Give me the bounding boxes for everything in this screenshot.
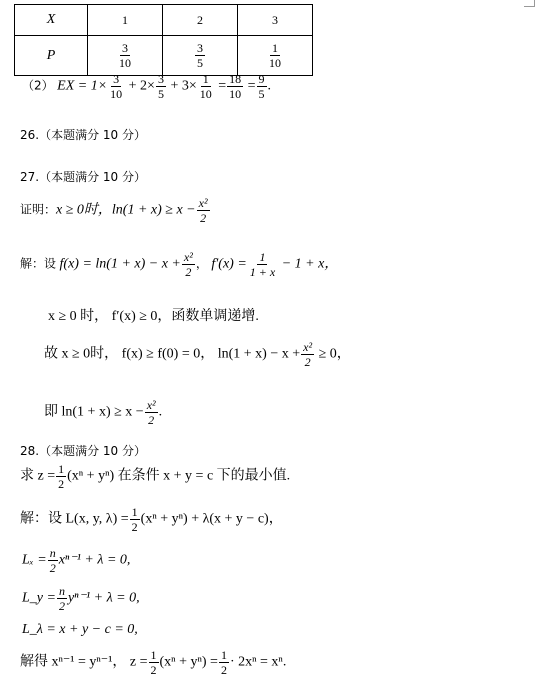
math-text: xⁿ⁻¹ + λ = 0,	[58, 552, 131, 568]
question-28-heading: 28.（本题满分 10 分）	[20, 444, 146, 458]
frac-num: 1	[150, 648, 157, 662]
row-label-x: X	[15, 5, 88, 36]
math-text: 求 z =	[20, 468, 56, 484]
frac-num: 1	[131, 505, 138, 519]
frac-den: 2	[131, 520, 138, 534]
frac-num: 1	[220, 648, 227, 662]
part-label: （2）	[22, 78, 54, 93]
result-line	[44, 398, 162, 427]
frac-den: 2	[58, 599, 65, 613]
frac-den: 2	[185, 265, 192, 279]
math-text: yⁿ⁻¹ + λ = 0,	[67, 590, 140, 606]
frac-num: 18	[229, 72, 242, 86]
frac-den: 2	[304, 355, 311, 369]
math-text: · 2xⁿ = xⁿ.	[229, 654, 287, 670]
proof-label: 证明：	[20, 202, 57, 217]
math-text: − 1 + x，	[281, 256, 339, 272]
frac-num: 1	[202, 72, 209, 86]
frac-num: 1	[58, 462, 65, 476]
frac-num: 3	[157, 72, 164, 86]
frac-den: 2	[220, 663, 227, 677]
frac-den: 2	[49, 561, 56, 575]
math-text: 即 ln(1 + x) ≥ x −	[44, 404, 144, 420]
question-28-statement	[20, 462, 290, 491]
frac-num: x²	[183, 250, 193, 264]
expectation-line	[22, 72, 271, 101]
partial-ly	[22, 584, 140, 613]
math-text: =	[218, 78, 227, 94]
math-text: (xⁿ + yⁿ) + λ(x + y − c)，	[140, 511, 283, 527]
lagrange-definition	[20, 505, 283, 534]
frac-num: n	[49, 546, 56, 560]
frac-den: 2	[148, 413, 155, 427]
math-text: + 3×	[170, 78, 197, 94]
final-solution-line	[20, 648, 286, 677]
frac-den: 10	[110, 87, 123, 101]
table-row	[15, 36, 313, 76]
math-text: .	[158, 404, 163, 420]
frac-num: x²	[198, 196, 208, 210]
frac-num: 3	[113, 72, 120, 86]
frac-num: 1	[272, 41, 278, 55]
math-text: 解：设 L(x, y, λ) =	[20, 511, 129, 527]
math-text: (xⁿ + yⁿ) 在条件 x + y = c 下的最小值.	[67, 468, 291, 484]
conclusion-line	[44, 340, 351, 369]
row-label-p: P	[15, 36, 88, 76]
frac-den: 2	[200, 211, 207, 225]
frac-den: 5	[157, 87, 164, 101]
math-text: ，	[195, 256, 208, 271]
frac-num: 9	[258, 72, 265, 86]
frac-den: 5	[258, 87, 265, 101]
math-text: x ≥ 0时，ln(1 + x) ≥ x −	[56, 202, 196, 218]
math-text: EX = 1×	[57, 78, 108, 94]
table-cell	[238, 36, 313, 76]
question-26-heading: 26.（本题满分 10 分）	[20, 128, 146, 142]
solution-label: 解：设	[20, 256, 57, 271]
math-text: 解得 xⁿ⁻¹ = yⁿ⁻¹， z =	[20, 654, 148, 670]
frac-den: 10	[119, 56, 131, 70]
math-text: L_y =	[22, 590, 56, 606]
question-27-heading: 27.（本题满分 10 分）	[20, 170, 146, 184]
math-text: ≥ 0，	[318, 346, 351, 362]
frac-num: x²	[146, 398, 156, 412]
table-cell	[88, 36, 163, 76]
page-corner-mark	[524, 0, 535, 7]
frac-den: 1 + x	[249, 265, 276, 279]
frac-num: 1	[259, 250, 266, 264]
math-text: f(x) = ln(1 + x) − x +	[59, 256, 181, 272]
frac-num: n	[58, 584, 65, 598]
math-text: =	[247, 78, 256, 94]
proof-statement	[20, 196, 211, 225]
solution-27-line	[20, 250, 338, 279]
math-text: (xⁿ + yⁿ) =	[159, 654, 218, 670]
frac-den: 10	[269, 56, 281, 70]
math-text: f′(x) =	[211, 256, 247, 272]
frac-den: 10	[199, 87, 212, 101]
math-text: 故 x ≥ 0时， f(x) ≥ f(0) = 0， ln(1 + x) − x +	[44, 346, 301, 362]
table-cell: 2	[163, 5, 238, 36]
partial-llambda: L_λ = x + y − c = 0,	[22, 622, 138, 637]
math-text: + 2×	[128, 78, 155, 94]
table-cell: 3	[238, 5, 313, 36]
monotonic-line: x ≥ 0 时， f′(x) ≥ 0，函数单调递增.	[48, 309, 259, 324]
frac-den: 10	[229, 87, 242, 101]
frac-num: x²	[303, 340, 313, 354]
frac-den: 2	[150, 663, 157, 677]
frac-den: 2	[58, 477, 65, 491]
table-cell: 1	[88, 5, 163, 36]
distribution-table	[14, 4, 313, 76]
frac-num: 3	[122, 41, 128, 55]
math-text: .	[267, 78, 272, 94]
frac-den: 5	[197, 56, 203, 70]
frac-num: 3	[197, 41, 203, 55]
partial-lx	[22, 546, 130, 575]
table-cell	[163, 36, 238, 76]
math-text: Lₓ =	[22, 552, 47, 568]
table-row	[15, 5, 313, 36]
